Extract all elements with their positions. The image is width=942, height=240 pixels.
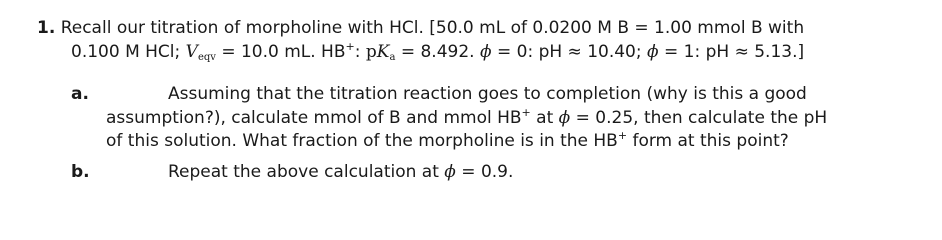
question-line-1 [37,18,804,38]
part-a-label: a. [71,84,89,104]
intro-text-segment: : [354,42,361,62]
part-a-text: Assuming that the titration reaction goes to completion (why is this a good [168,84,807,104]
part-b-text: = 0.9. [455,162,514,182]
phi-symbol: ϕ [647,42,659,62]
part-b-label: b. [71,162,90,182]
part-a-label-wrap [71,84,89,104]
charge-superscript: + [521,106,531,119]
question-number: 1. [37,18,56,38]
question-line-2 [71,42,804,62]
part-a-line-3 [106,131,789,151]
intro-text-segment: = 10.0 mL. HB [221,42,346,62]
part-a-text: at [530,108,559,128]
pka-p: p [365,42,377,62]
part-b-label-wrap [71,162,90,182]
intro-text-segment: 0.100 M HCl; [71,42,181,62]
part-a-line-2 [106,108,827,128]
part-a-text: assumption?), calculate mmol of B and mmol HB [106,108,522,128]
part-b-line-1 [168,162,513,182]
volume-subscript: eqv [197,52,216,63]
intro-text-segment: = 0: pH ≈ 10.40; [496,42,642,62]
phi-symbol: ϕ [479,42,492,62]
volume-symbol: V [185,42,198,62]
pka-subscript: a [389,52,396,63]
part-a-text: form at this point? [627,131,789,151]
intro-text-segment: = 8.492. [400,42,475,62]
intro-text-line-1: Recall our titration of morpholine with HCl. [50.0 mL of 0.0200 M B = 1.00 mmol B with [60,18,805,38]
pka-k: K [376,42,390,62]
charge-superscript: + [345,40,355,53]
phi-symbol: ϕ [558,108,571,128]
part-a-line-1 [168,84,807,104]
part-a-text: of this solution. What fraction of the morpholine is in the HB [106,131,618,151]
intro-text-segment: = 1: pH ≈ 5.13.] [664,42,805,62]
part-a-text: = 0.25, then calculate the pH [570,108,828,128]
part-b-text: Repeat the above calculation at [168,162,445,182]
charge-superscript: + [617,129,628,142]
phi-symbol: ϕ [444,162,456,182]
